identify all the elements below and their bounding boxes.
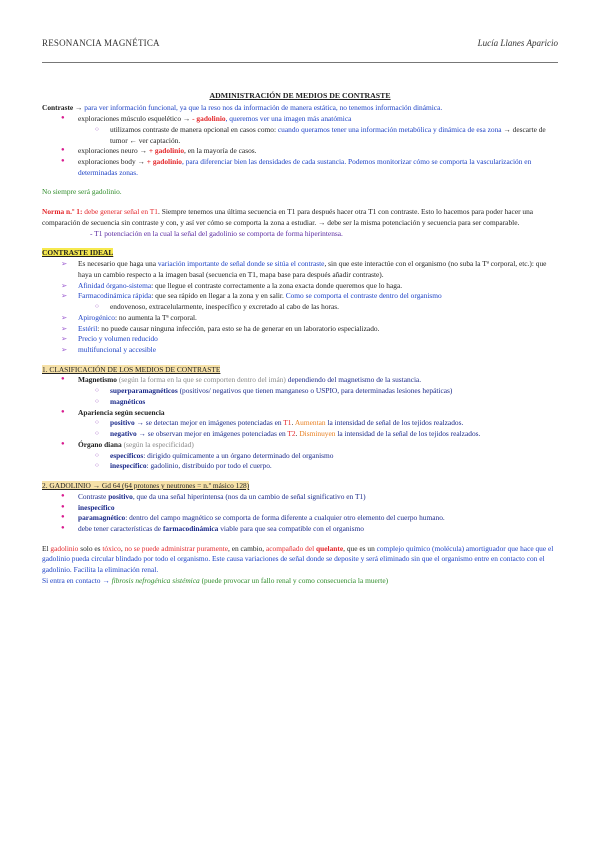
text-segment: debe tener características de xyxy=(78,524,163,533)
text-segment: inespecífico xyxy=(78,502,115,512)
contraste-ideal-heading xyxy=(42,248,558,259)
text-segment: Estéril xyxy=(78,323,98,333)
text-segment: T2 xyxy=(287,429,296,439)
text-segment: gadolinio xyxy=(50,543,79,553)
text-segment: la intensidad de la señal de los tejidos realzados. xyxy=(335,429,481,439)
norma-paragraph xyxy=(42,207,558,228)
text-segment: inespecífico xyxy=(110,461,147,471)
clasificacion-heading xyxy=(42,365,558,376)
text-segment: exploraciones neuro → xyxy=(78,146,149,156)
text-segment: , para diferenciar bien las densidades de cada sustancia. Podemos monitorizar cómo se comporta la vascularización en determinadas zonas. xyxy=(78,156,532,177)
text-segment: exploraciones body → xyxy=(78,156,147,166)
list-item xyxy=(42,146,558,157)
text-segment: → se observan mejor en imágenes potenciadas en xyxy=(136,429,288,439)
list-item xyxy=(42,324,558,335)
list-item xyxy=(42,157,558,178)
text-segment: , queremos ver una imagen más anatómica xyxy=(225,114,352,124)
list-item xyxy=(42,492,558,503)
text-segment: : dentro del campo magnético se comporta de forma diferente a cualquier otro elemento del cuerpo humano. xyxy=(125,513,445,523)
text-segment: → se detectan mejor en imágenes potenciadas en xyxy=(134,418,284,428)
list-item xyxy=(42,114,558,125)
text-segment: → descarte de tumor ← ver captación. xyxy=(110,124,546,145)
text-segment: multifuncional y accesible xyxy=(78,344,156,354)
gadolinio-heading xyxy=(42,481,558,492)
text-segment: superparamagnéticos xyxy=(110,386,178,396)
text-segment: Órgano diana xyxy=(78,439,122,449)
text-segment: positivo xyxy=(110,418,135,428)
text-segment: negativo xyxy=(110,429,137,439)
text-segment: . Siempre tenemos una última secuencia en T1 para después hacer otra T1 con contraste. Esto lo hacemos para poder hacer una comparación de secuencia sin contraste y con, y así ver cómo se comporta la zona a estudiar. → debe ser la misma potenciación y secuencia para ser comparable. xyxy=(42,207,534,227)
list-item xyxy=(42,418,558,429)
norma-label: Norma n.º 1: xyxy=(42,207,83,217)
text-segment: + gadolinio xyxy=(148,146,185,156)
list-item xyxy=(42,503,558,514)
text-segment: Precio y volumen reducido xyxy=(78,334,158,344)
text-segment: (positivos/ negativos que tienen manganeso o USPIO, para determinadas lesiones hepáticas) xyxy=(177,386,453,396)
text-segment: debe generar señal en T1 xyxy=(82,207,159,217)
text-segment: variación importante de señal donde se sitúa el contraste xyxy=(157,259,325,269)
list-item xyxy=(42,461,558,472)
text-segment: Como se comporta el contraste dentro del organismo xyxy=(285,291,442,301)
header-divider xyxy=(42,62,558,63)
text-segment: quelante xyxy=(316,543,344,553)
text-segment: específicos xyxy=(110,450,144,460)
text-segment: utilizamos contraste de manera opcional en casos como: xyxy=(110,124,278,134)
list-item xyxy=(42,125,558,146)
clasificacion-list xyxy=(42,375,558,472)
heading-text: 1. CLASIFICACIÓN DE LOS MEDIOS DE CONTRASTE xyxy=(42,364,221,374)
list-item xyxy=(42,334,558,345)
text-segment: viable para que sea compatible con el organismo xyxy=(218,524,364,533)
gadolinio-list xyxy=(42,492,558,535)
text-segment: : no puede causar ninguna infección, para esto se ha de generar en un laboratorio especializado. xyxy=(97,323,380,333)
text-segment: , xyxy=(120,543,125,553)
text-segment: farmacodinámica xyxy=(162,524,219,533)
text-segment: Si entra en contacto → xyxy=(42,575,112,585)
list-item xyxy=(42,513,558,524)
text-segment: Apariencia según secuencia xyxy=(78,407,165,417)
intro-paragraph xyxy=(42,103,558,114)
text-segment: la intensidad de señal de los tejidos realzados. xyxy=(325,418,464,428)
text-segment: (según la forma en la que se comporten dentro del imán) xyxy=(117,375,288,385)
list-item xyxy=(42,440,558,451)
text-segment: , sin que este interactúe con el organismo (no suba la Tª corporal, etc.): que haya un cambio respecto a la imagen basal (secuencia en T1, mapa base para después añadir contraste). xyxy=(78,259,547,279)
header-author: Lucía Llanes Aparicio xyxy=(477,38,558,48)
text-segment: positivo xyxy=(108,491,133,501)
text-segment: cuando queramos tener una información metabólica y dinámica de esa zona xyxy=(277,124,502,134)
list-item xyxy=(42,408,558,419)
document-title: ADMINISTRACIÓN DE MEDIOS DE CONTRASTE xyxy=(209,91,391,100)
text-segment: dependiendo del magnetismo de la sustancia. xyxy=(287,375,422,385)
text-segment: endovenoso, extracelularmente, inespecífico y excretado al cabo de las horas. xyxy=(110,302,340,312)
heading-text: CONTRASTE IDEAL xyxy=(42,248,114,258)
text-segment: . xyxy=(295,429,300,439)
text-segment: Aumentan xyxy=(294,418,326,428)
text-segment: - gadolinio xyxy=(192,114,226,124)
text-segment: Farmacodinámica rápida xyxy=(78,291,152,301)
text-segment: fibrosis nefrogénica sistémica xyxy=(111,575,200,585)
text-segment: , que da una señal hiperintensa xyxy=(132,491,226,501)
text-segment: no se puede administrar puramente xyxy=(124,543,228,553)
text-segment: El xyxy=(42,543,51,553)
text-segment: (según la especificidad) xyxy=(121,439,194,449)
contraste-ideal-list xyxy=(42,259,558,356)
text-segment: (molécula) amortiguador que hace que el gadolinio pueda circular blindado por todo el organismo. Este causa variaciones de señal donde se deposite y será eliminado sin que el organismo entre en contacto con el gadolinio. Facilita la eliminación renal. xyxy=(42,543,554,575)
list-item xyxy=(42,429,558,440)
text-segment: T1 xyxy=(283,418,292,428)
text-segment: paramagnético xyxy=(78,513,126,523)
final-note xyxy=(42,576,558,587)
text-segment: exploraciones músculo esquelético → xyxy=(78,114,193,124)
text-segment: (puede provocar un fallo renal y como consecuencia la muerte) xyxy=(199,575,389,585)
text-segment: . xyxy=(291,418,295,428)
text-segment: (nos da un cambio de señal significativo en T1) xyxy=(225,491,366,501)
text-segment: : dirigido químicamente a un órgano determinado del organismo xyxy=(143,450,334,460)
list-item xyxy=(42,259,558,280)
intro-arrow: → xyxy=(73,103,85,113)
text-segment: , que es un xyxy=(343,543,377,553)
list-item xyxy=(42,386,558,397)
text-segment: , en cambio, xyxy=(228,543,266,553)
list-item xyxy=(42,302,558,313)
final-paragraph xyxy=(42,544,558,576)
text-segment: Disminuyen xyxy=(299,429,336,439)
intro-term: Contraste xyxy=(42,103,74,113)
text-segment: Contraste xyxy=(78,491,109,501)
list-item xyxy=(42,313,558,324)
list-item xyxy=(42,345,558,356)
text-segment: Apirogénico xyxy=(78,312,115,322)
text-segment: Es necesario que haga una xyxy=(78,259,158,269)
text-segment: Magnetismo xyxy=(78,375,117,385)
text-segment: : que sea rápido en llegar a la zona y en salir. xyxy=(151,291,286,301)
text-segment: magnéticos xyxy=(110,396,146,406)
text-segment: solo es xyxy=(78,543,103,553)
intro-text: para ver información funcional, ya que la reso nos da información de manera estática, no tenemos información dinámica. xyxy=(84,103,443,113)
text-segment: : gadolinio, distribuido por todo el cuerpo. xyxy=(146,461,272,471)
text-segment: tóxico xyxy=(102,543,121,553)
list-item xyxy=(42,524,558,535)
header-left: RESONANCIA MAGNÉTICA xyxy=(42,38,160,48)
text-segment: : que llegue el contraste correctamente a la zona exacta donde queremos que lo haga. xyxy=(151,280,403,290)
text-segment: acompañado del xyxy=(265,543,317,553)
text-segment: , en la mayoría de casos. xyxy=(184,146,257,156)
list-item xyxy=(42,281,558,292)
text-segment: Afinidad órgano-sistema xyxy=(78,280,152,290)
text-segment: : no aumenta la Tª corporal. xyxy=(114,312,197,322)
heading-text: 2. GADOLINIO → Gd 64 (64 protones y neutrones = n.º másico 128) xyxy=(42,481,250,491)
list-item xyxy=(42,397,558,408)
document-body xyxy=(42,90,558,587)
no-siempre-note: No siempre será gadolinio. xyxy=(42,187,122,197)
list-item xyxy=(42,451,558,462)
exploraciones-list xyxy=(42,114,558,178)
norma-sub: - T1 potenciación en la cual la señal del gadolinio se comporta de forma hiperintensa. xyxy=(90,228,343,238)
text-segment: complejo químico xyxy=(376,543,431,553)
list-item xyxy=(42,375,558,386)
list-item xyxy=(42,291,558,302)
text-segment: + gadolinio xyxy=(146,156,182,166)
